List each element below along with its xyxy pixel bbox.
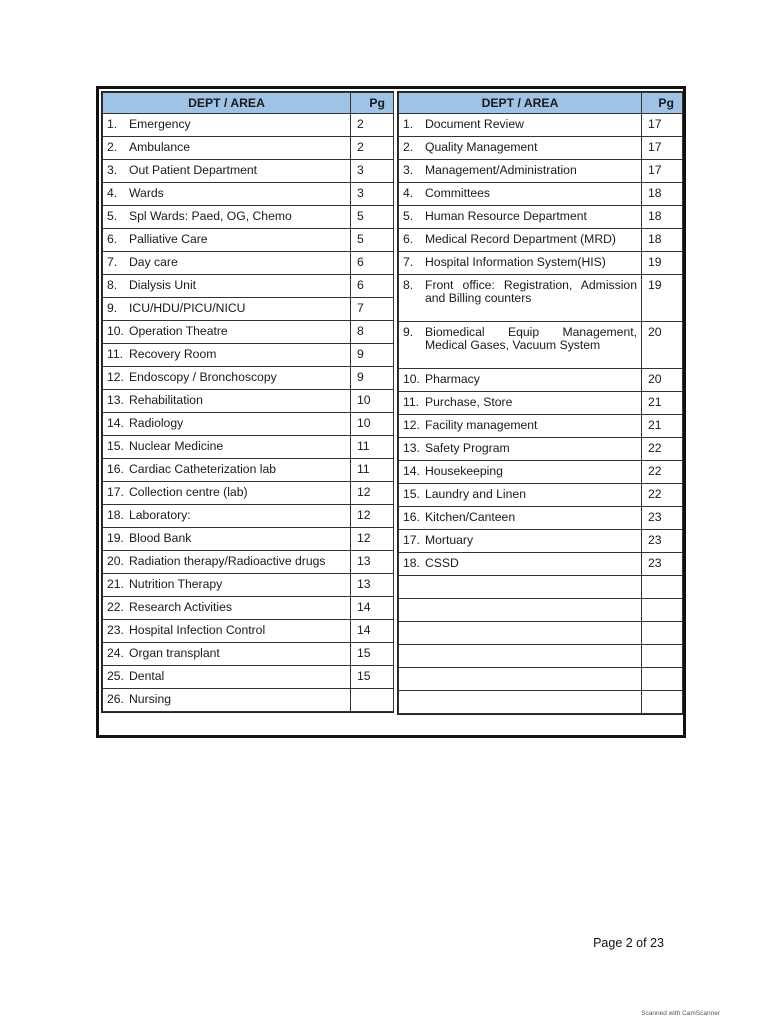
table-row [399, 438, 683, 461]
page-number: 18 [642, 183, 683, 206]
row-number: 1. [403, 117, 414, 131]
row-number: 18. [403, 556, 420, 570]
row-number: 6. [107, 232, 118, 246]
row-number: 5. [403, 209, 414, 223]
page-number: 18 [642, 206, 683, 229]
row-number: 9. [403, 325, 414, 339]
dept-name: Wards [129, 186, 164, 200]
table-row [103, 574, 394, 597]
dept-name: Radiology [129, 416, 184, 430]
page-number: 3 [351, 160, 394, 183]
dept-name: Biomedical Equip Management, Medical Gases, Vacuum System [425, 325, 637, 352]
empty-table-row [399, 576, 683, 599]
row-number: 13. [107, 393, 124, 407]
table-row [399, 530, 683, 553]
row-number: 3. [107, 163, 118, 177]
row-number: 12. [403, 418, 420, 432]
row-number: 13. [403, 441, 420, 455]
table-row [103, 689, 394, 712]
table-row [399, 322, 683, 369]
table-row [103, 413, 394, 436]
dept-name: Collection centre (lab) [129, 485, 248, 499]
table-row [103, 528, 394, 551]
page-number: 18 [642, 229, 683, 252]
page-header: Pg [351, 93, 394, 114]
row-number: 14. [107, 416, 124, 430]
dept-name: Endoscopy / Bronchoscopy [129, 370, 277, 384]
empty-table-row [399, 691, 683, 714]
table-row [103, 367, 394, 390]
table-row [103, 183, 394, 206]
dept-name: Dialysis Unit [129, 278, 197, 292]
page-number: 22 [642, 438, 683, 461]
dept-name: Mortuary [425, 533, 474, 547]
row-number: 7. [403, 255, 414, 269]
empty-table-row [399, 622, 683, 645]
table-header-row [103, 93, 394, 114]
dept-name: Facility management [425, 418, 538, 432]
page-number: 17 [642, 160, 683, 183]
row-number: 5. [107, 209, 118, 223]
right-contents-column [397, 91, 683, 715]
dept-name: Rehabilitation [129, 393, 203, 407]
page-number: 9 [351, 367, 394, 390]
dept-name: Blood Bank [129, 531, 192, 545]
page-number: 5 [351, 229, 394, 252]
page-number: 13 [351, 551, 394, 574]
page-number: 12 [351, 528, 394, 551]
page-number: 12 [351, 482, 394, 505]
row-number: 22. [107, 600, 124, 614]
table-row [103, 206, 394, 229]
table-row [103, 160, 394, 183]
row-number: 2. [107, 140, 118, 154]
table-row [103, 551, 394, 574]
table-row [103, 597, 394, 620]
page-number: 11 [351, 459, 394, 482]
row-number: 21. [107, 577, 124, 591]
page-number: 17 [642, 137, 683, 160]
row-number: 26. [107, 692, 124, 706]
dept-name: Ambulance [129, 140, 190, 154]
dept-name: Organ transplant [129, 646, 220, 660]
table-row [399, 484, 683, 507]
page-number: 9 [351, 344, 394, 367]
row-number: 8. [403, 278, 414, 292]
dept-name: Housekeeping [425, 464, 503, 478]
dept-name: Human Resource Department [425, 209, 587, 223]
row-number: 7. [107, 255, 118, 269]
dept-name: Operation Theatre [129, 324, 228, 338]
row-number: 2. [403, 140, 414, 154]
dept-name: Day care [129, 255, 178, 269]
dept-name: Kitchen/Canteen [425, 510, 516, 524]
row-number: 11. [403, 395, 420, 409]
dept-name: Hospital Information System(HIS) [425, 255, 606, 269]
table-row [399, 252, 683, 275]
page-number: 21 [642, 415, 683, 438]
page-number: 19 [642, 252, 683, 275]
page-number: 5 [351, 206, 394, 229]
empty-table-row [399, 645, 683, 668]
dept-name: Hospital Infection Control [129, 623, 266, 637]
page-number [351, 689, 394, 712]
page-header: Pg [642, 93, 683, 114]
page-number: 20 [642, 369, 683, 392]
row-number: 8. [107, 278, 118, 292]
dept-name: Quality Management [425, 140, 538, 154]
row-number: 25. [107, 669, 124, 683]
row-number: 16. [107, 462, 124, 476]
dept-name: CSSD [425, 556, 459, 570]
row-number: 18. [107, 508, 124, 522]
row-number: 23. [107, 623, 124, 637]
table-row [103, 643, 394, 666]
table-row [103, 482, 394, 505]
dept-name: Emergency [129, 117, 191, 131]
table-row [399, 137, 683, 160]
row-number: 15. [403, 487, 420, 501]
dept-name: Nursing [129, 692, 171, 706]
page-number: 8 [351, 321, 394, 344]
table-header-row [399, 93, 683, 114]
page-number: 2 [351, 114, 394, 137]
table-row [399, 369, 683, 392]
dept-name: Laundry and Linen [425, 487, 526, 501]
table-row [103, 137, 394, 160]
dept-name: Medical Record Department (MRD) [425, 232, 616, 246]
page-number-footer: Page 2 of 23 [593, 936, 664, 950]
dept-area-header: DEPT / AREA [399, 93, 642, 114]
table-row [103, 298, 394, 321]
table-row [103, 390, 394, 413]
page-number: 15 [351, 666, 394, 689]
page-number: 23 [642, 553, 683, 576]
table-row [399, 507, 683, 530]
table-row [399, 461, 683, 484]
page-number: 2 [351, 137, 394, 160]
page-number: 17 [642, 114, 683, 137]
page-number: 11 [351, 436, 394, 459]
row-number: 10. [107, 324, 124, 338]
row-number: 17. [107, 485, 124, 499]
page-number: 14 [351, 597, 394, 620]
dept-name: Out Patient Department [129, 163, 258, 177]
page-number: 13 [351, 574, 394, 597]
table-row [399, 275, 683, 322]
page-number: 23 [642, 507, 683, 530]
row-number: 19. [107, 531, 124, 545]
row-number: 1. [107, 117, 118, 131]
dept-name: Recovery Room [129, 347, 217, 361]
dept-name: Radiation therapy/Radioactive drugs [129, 554, 326, 568]
dept-name: Dental [129, 669, 165, 683]
dept-name: ICU/HDU/PICU/NICU [129, 301, 246, 315]
left-contents-column [101, 91, 394, 713]
dept-name: Nutrition Therapy [129, 577, 223, 591]
page-number: 10 [351, 390, 394, 413]
empty-table-row [399, 668, 683, 691]
dept-name: Purchase, Store [425, 395, 513, 409]
row-number: 16. [403, 510, 420, 524]
page-number: 19 [642, 275, 683, 322]
dept-area-header: DEPT / AREA [103, 93, 351, 114]
row-number: 10. [403, 372, 420, 386]
page-number: 3 [351, 183, 394, 206]
table-row [399, 114, 683, 137]
table-row [103, 344, 394, 367]
page-number: 6 [351, 252, 394, 275]
empty-table-row [399, 599, 683, 622]
table-row [399, 183, 683, 206]
table-row [399, 553, 683, 576]
table-row [399, 160, 683, 183]
dept-name: Cardiac Catheterization lab [129, 462, 277, 476]
page-number: 21 [642, 392, 683, 415]
dept-name: Front office: Registration, Admission and Billing counters [425, 278, 637, 305]
page-number: 22 [642, 461, 683, 484]
table-row [399, 415, 683, 438]
table-row [103, 321, 394, 344]
row-number: 20. [107, 554, 124, 568]
table-row [103, 275, 394, 298]
dept-name: Document Review [425, 117, 524, 131]
page-number: 22 [642, 484, 683, 507]
dept-name: Pharmacy [425, 372, 480, 386]
table-row [103, 666, 394, 689]
dept-name: Safety Program [425, 441, 510, 455]
row-number: 14. [403, 464, 420, 478]
scanner-watermark: Scanned with CamScanner [641, 1010, 720, 1017]
page-number: 20 [642, 322, 683, 369]
page-number: 23 [642, 530, 683, 553]
row-number: 4. [107, 186, 118, 200]
page-number: 15 [351, 643, 394, 666]
left-contents-table [102, 92, 394, 712]
table-row [103, 459, 394, 482]
table-row [399, 392, 683, 415]
dept-name: Palliative Care [129, 232, 208, 246]
dept-name: Research Activities [129, 600, 232, 614]
page-number: 6 [351, 275, 394, 298]
page-number: 10 [351, 413, 394, 436]
row-number: 9. [107, 301, 118, 315]
dept-name: Nuclear Medicine [129, 439, 224, 453]
row-number: 12. [107, 370, 124, 384]
table-row [103, 620, 394, 643]
dept-name: Laboratory: [129, 508, 191, 522]
table-row [399, 206, 683, 229]
table-row [103, 229, 394, 252]
contents-table-frame [96, 86, 686, 738]
row-number: 24. [107, 646, 124, 660]
table-row [103, 252, 394, 275]
right-contents-table [398, 92, 683, 714]
dept-name: Management/Administration [425, 163, 577, 177]
page-number: 14 [351, 620, 394, 643]
row-number: 4. [403, 186, 414, 200]
row-number: 3. [403, 163, 414, 177]
table-row [103, 114, 394, 137]
row-number: 11. [107, 347, 124, 361]
dept-name: Spl Wards: Paed, OG, Chemo [129, 209, 292, 223]
page-number: 12 [351, 505, 394, 528]
row-number: 6. [403, 232, 414, 246]
dept-name: Committees [425, 186, 491, 200]
table-row [399, 229, 683, 252]
table-row [103, 436, 394, 459]
row-number: 17. [403, 533, 420, 547]
page-number: 7 [351, 298, 394, 321]
table-row [103, 505, 394, 528]
row-number: 15. [107, 439, 124, 453]
